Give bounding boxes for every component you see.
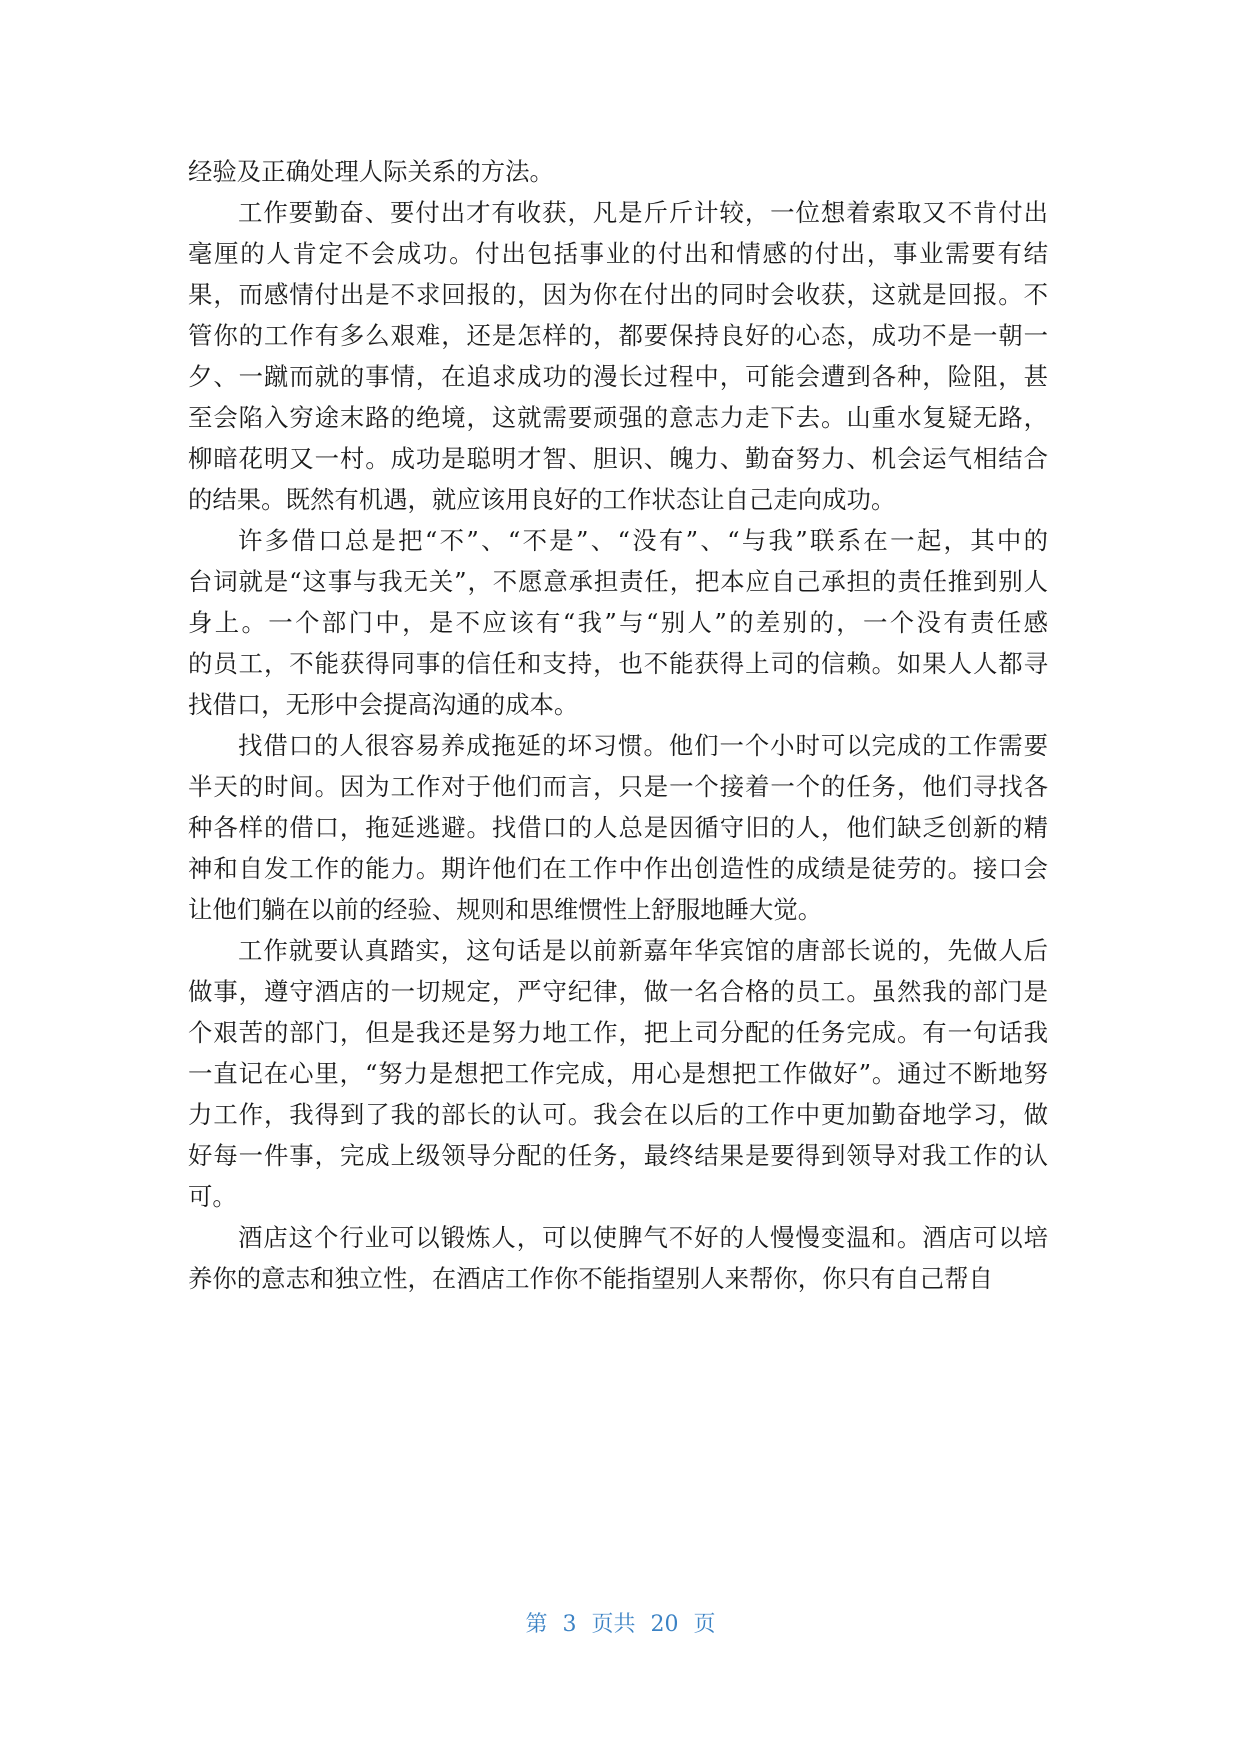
text-line: 工作要勤奋、要付出才有收获，凡是斤斤计较，一位想着索取又不肯付出 xyxy=(238,198,1048,227)
footer-middle: 页共 xyxy=(591,1612,636,1637)
text-line: 至会陷入穷途末路的绝境，这就需要顽强的意志力走下去。山重水复疑无路， xyxy=(188,403,1048,432)
text-line: 神和自发工作的能力。期许他们在工作中作出创造性的成绩是徒劳的。接口会 xyxy=(188,854,1048,883)
text-line: 身上。一个部门中，是不应该有“我”与“别人”的差别的，一个没有责任感 xyxy=(188,608,1048,637)
text-line: 的员工，不能获得同事的信任和支持，也不能获得上司的信赖。如果人人都寻 xyxy=(188,649,1048,678)
total-page-count: 20 xyxy=(650,1612,679,1637)
text-line: 好每一件事，完成上级领导分配的任务，最终结果是要得到领导对我工作的认 xyxy=(188,1141,1048,1170)
text-line: 力工作，我得到了我的部长的认可。我会在以后的工作中更加勤奋地学习，做 xyxy=(188,1100,1048,1129)
text-line: 养你的意志和独立性，在酒店工作你不能指望别人来帮你，你只有自己帮自 xyxy=(188,1264,993,1293)
footer-suffix: 页 xyxy=(693,1612,716,1637)
text-line: 一直记在心里，“努力是想把工作完成，用心是想把工作做好”。通过不断地努 xyxy=(188,1059,1048,1088)
text-line: 可。 xyxy=(188,1182,237,1211)
text-line: 的结果。既然有机遇，就应该用良好的工作状态让自己走向成功。 xyxy=(188,485,896,514)
text-line: 酒店这个行业可以锻炼人，可以使脾气不好的人慢慢变温和。酒店可以培 xyxy=(238,1223,1048,1252)
text-line: 台词就是“这事与我无关”，不愿意承担责任，把本应自己承担的责任推到别人 xyxy=(188,567,1048,596)
text-line: 许多借口总是把“不”、“不是”、“没有”、“与我”联系在一起，其中的 xyxy=(238,526,1048,555)
text-line: 找借口的人很容易养成拖延的坏习惯。他们一个小时可以完成的工作需要 xyxy=(238,731,1048,760)
text-line: 毫厘的人肯定不会成功。付出包括事业的付出和情感的付出，事业需要有结 xyxy=(188,239,1048,268)
text-line: 半天的时间。因为工作对于他们而言，只是一个接着一个的任务，他们寻找各 xyxy=(188,772,1048,801)
footer-prefix: 第 xyxy=(525,1612,548,1637)
text-line: 个艰苦的部门，但是我还是努力地工作，把上司分配的任务完成。有一句话我 xyxy=(188,1018,1048,1047)
text-line: 做事，遵守酒店的一切规定，严守纪律，做一名合格的员工。虽然我的部门是 xyxy=(188,977,1048,1006)
text-line: 种各样的借口，拖延逃避。找借口的人总是因循守旧的人，他们缺乏创新的精 xyxy=(188,813,1048,842)
text-line: 工作就要认真踏实，这句话是以前新嘉年华宾馆的唐部长说的，先做人后 xyxy=(238,936,1048,965)
text-line: 果，而感情付出是不求回报的，因为你在付出的同时会收获，这就是回报。不 xyxy=(188,280,1048,309)
text-line: 柳暗花明又一村。成功是聪明才智、胆识、魄力、勤奋努力、机会运气相结合 xyxy=(188,444,1048,473)
text-line: 夕、一蹴而就的事情，在追求成功的漫长过程中，可能会遭到各种，险阻，甚 xyxy=(188,362,1048,391)
text-line: 让他们躺在以前的经验、规则和思维惯性上舒服地睡大觉。 xyxy=(188,895,823,924)
page-footer xyxy=(0,1611,1241,1639)
current-page-number: 3 xyxy=(562,1612,577,1637)
text-line: 找借口，无形中会提高沟通的成本。 xyxy=(188,690,579,719)
document-body xyxy=(188,152,1048,1300)
text-line: 经验及正确处理人际关系的方法。 xyxy=(188,157,554,186)
text-line: 管你的工作有多么艰难，还是怎样的，都要保持良好的心态，成功不是一朝一 xyxy=(188,321,1048,350)
